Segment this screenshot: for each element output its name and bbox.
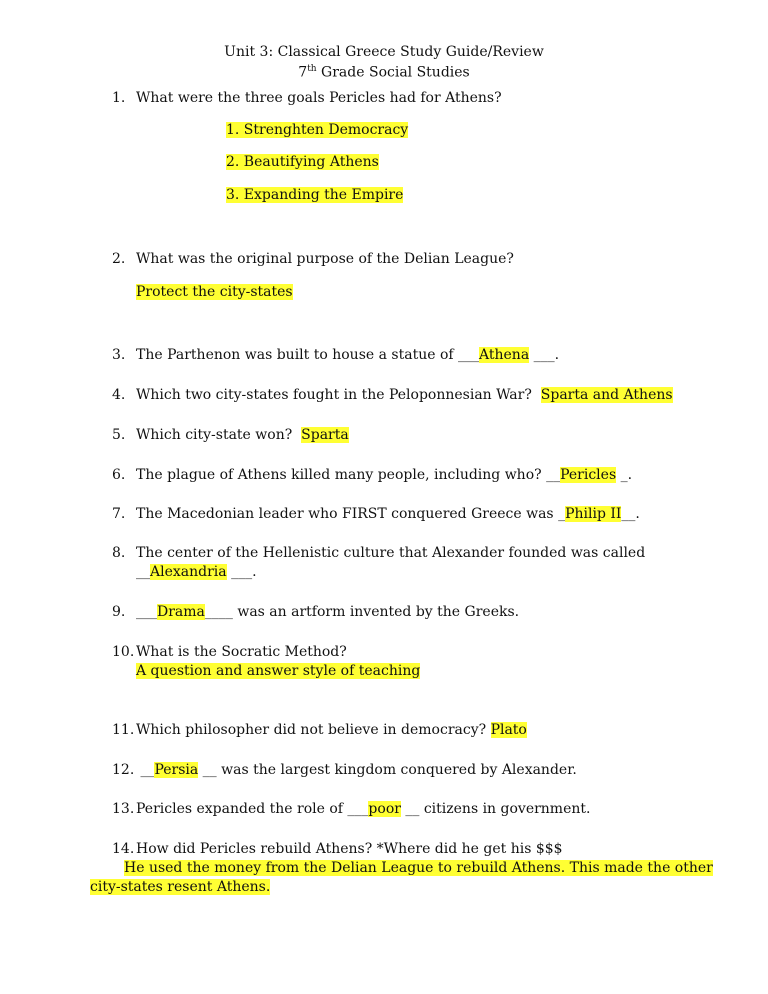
question-9: 9. ___Drama____ was an artform invented by the Greeks. [112,604,520,620]
question-8: 8. The center of the Hellenistic culture that Alexander founded was called [112,545,646,561]
question-11-answer: Plato [490,722,527,738]
question-11: 11. Which philosopher did not believe in democracy? Plato [112,722,527,738]
question-7: 7. The Macedonian leader who FIRST conquered Greece was _Philip II__. [112,506,640,522]
question-7-answer: Philip II [565,506,622,522]
question-14-answer-line-1: He used the money from the Delian League to rebuild Athens. This made the other [124,860,713,876]
question-1-answer-2: 2. Beautifying Athens [226,154,379,170]
question-1-answer-1: 1. Strenghten Democracy [226,122,409,138]
question-9-answer: Drama [157,604,205,620]
question-10: 10. What is the Socratic Method? [112,644,347,660]
question-3: 3. The Parthenon was built to house a statue of ___Athena ___. [112,347,560,363]
page-title: Unit 3: Classical Greece Study Guide/Review [224,44,544,60]
question-4-answer: Sparta and Athens [540,387,673,403]
question-14: 14. How did Pericles rebuild Athens? *Where did he get his $$$ [112,841,563,857]
question-8-blank-line: __Alexandria ___. [136,564,257,580]
question-4: 4. Which two city-states fought in the Peloponnesian War? Sparta and Athens [112,387,673,403]
question-5: 5. Which city-state won? Sparta [112,427,349,443]
question-1: 1. What were the three goals Pericles had for Athens? [112,90,502,106]
question-10-answer: A question and answer style of teaching [136,663,421,679]
question-13-answer: poor [368,801,401,817]
question-14-answer-line-2: city-states resent Athens. [90,879,271,895]
question-3-answer: Athena [479,347,530,363]
question-6: 6. The plague of Athens killed many people, including who? __Pericles _. [112,467,633,483]
question-2-answer: Protect the city-states [136,284,293,300]
question-2: 2. What was the original purpose of the Delian League? [112,251,514,267]
document-header [0,44,768,82]
question-12-answer: Persia [154,762,199,778]
question-8-answer: Alexandria [150,564,227,580]
question-12: 12. __Persia __ was the largest kingdom conquered by Alexander. [112,762,577,778]
page-subtitle: 7th Grade Social Studies [298,64,470,81]
question-1-answer-3: 3. Expanding the Empire [226,187,404,203]
question-5-answer: Sparta [301,427,349,443]
question-6-answer: Pericles [560,467,617,483]
question-13: 13. Pericles expanded the role of ___poor __ citizens in government. [112,801,591,817]
